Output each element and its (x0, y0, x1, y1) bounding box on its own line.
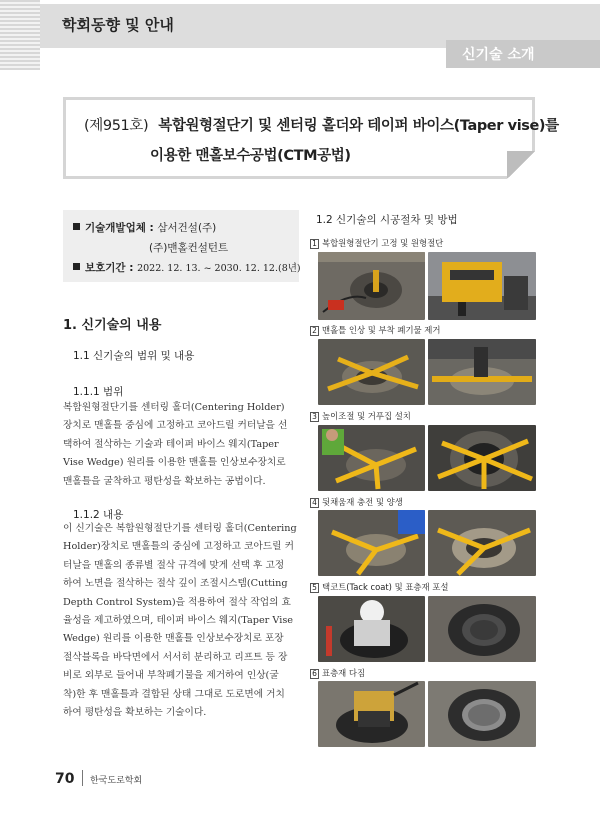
developer-2: (주)맨홀컨설턴트 (149, 242, 229, 254)
subsection-heading: 1.1 신기술의 범위 및 내용 (73, 350, 195, 362)
article-title-text-1: 복합원형절단기 및 센터링 홀더와 테이퍼 바이스(Taper vise)를 (158, 118, 559, 134)
info-box (63, 210, 299, 282)
period-label: 보호기간 : (85, 262, 138, 274)
step-3-label: 3 높이조절 및 거푸집 설치 (310, 410, 411, 422)
step-4-photo-right (428, 510, 536, 576)
article-title-box (63, 97, 559, 179)
page-number: 70 (55, 771, 75, 787)
developer-label: 기술개발업체 : (85, 222, 158, 234)
developer-1: 삼서건설(주) (157, 222, 217, 234)
header-title: 학회동향 및 안내 (62, 16, 174, 34)
step-4-photo-left (318, 510, 425, 576)
step-5-photo-left (318, 596, 425, 662)
page-fold-decoration (507, 151, 535, 179)
article-number: (제951호) (84, 118, 149, 134)
step-6-photo-right (428, 681, 536, 747)
section-heading: 1. 신기술의 내용 (63, 318, 162, 333)
step-1-photo-left (318, 252, 425, 320)
step-4-label: 4 뒷채움재 충전 및 양생 (310, 496, 403, 508)
paragraph-range: 복합원형절단기를 센터링 홀더(Centering Holder) 장치로 맨홀틀 중심에 고정하고 코아드릴 커터날을 선 택하여 절삭하는 기술과 테이퍼 바이스 웨지(Taper Vise Wedge) 원리를 이용한 맨홀틀 인상보수장치로 맨홀틀을 굴착하고 평탄성을 확보하는 공법이다. (63, 402, 288, 487)
bullet-square-icon (73, 223, 80, 230)
step-2-photo-left (318, 339, 425, 405)
step-5-photo-right (428, 596, 536, 662)
article-title-line-2: 이용한 맨홀보수공법(CTM공법) (150, 148, 351, 164)
step-1-photo-right (428, 252, 536, 320)
step-2-photo-right (428, 339, 536, 405)
section-tab (446, 40, 600, 68)
step-3-photo-left (318, 425, 425, 491)
procedure-title: 1.2 신기술의 시공절차 및 방법 (316, 214, 458, 226)
section-tab-label: 신기술 소개 (462, 47, 535, 63)
step-6-label: 6 표층재 다짐 (310, 667, 365, 679)
period-row (73, 260, 301, 275)
period-value: 2022. 12. 13. ~ 2030. 12. 12.(8년) (137, 263, 301, 274)
paragraph-content: 이 신기술은 복합원형절단기를 센터링 홀더(Centering Holder)장치로 맨홀틀의 중심에 고정하고 코아드릴 커 터날을 맨홀의 종류별 절삭 규격에 맞게 선택 후 고정 하여 노면을 절삭하는 절삭 깊이 조절시스템(Cutting Depth Control System)을 적용하여 절삭 작업의 효 율성을 제고하였으며, 테이퍼 바이스 웨지(Taper Vise Wedge) 원리를 이용한 맨홀틀 인상보수장치로 포장 절삭블록을 바닥면에서 서서히 분리하고 리프트 등 장 비로 외부로 들어내 부착폐기물을 제거하여 인상(굴 착)한 후 맨홀틀과 결합된 상태 그대로 도로면에 거치 하여 평탄성을 확보하는 기술이다. (63, 523, 297, 719)
step-5-label: 5 택코트(Tack coat) 및 표층재 포설 (310, 581, 448, 593)
sub-subsection-heading-content: 1.1.2 내용 (73, 509, 124, 521)
sub-subsection-heading-range: 1.1.1 범위 (73, 386, 124, 398)
step-6-photo-left (318, 681, 425, 747)
footer-organization: 한국도로학회 (90, 776, 143, 786)
footer-divider (82, 770, 83, 786)
header-stripe-decoration (0, 0, 40, 70)
article-title-line-1 (84, 114, 559, 135)
developer-row (73, 220, 216, 235)
step-1-label: 1 복합원형절단기 고정 및 원형절단 (310, 237, 443, 249)
step-3-photo-right (428, 425, 536, 491)
step-2-label: 2 맨홀틀 인상 및 부착 폐기물 제거 (310, 324, 440, 336)
bullet-square-icon (73, 263, 80, 270)
